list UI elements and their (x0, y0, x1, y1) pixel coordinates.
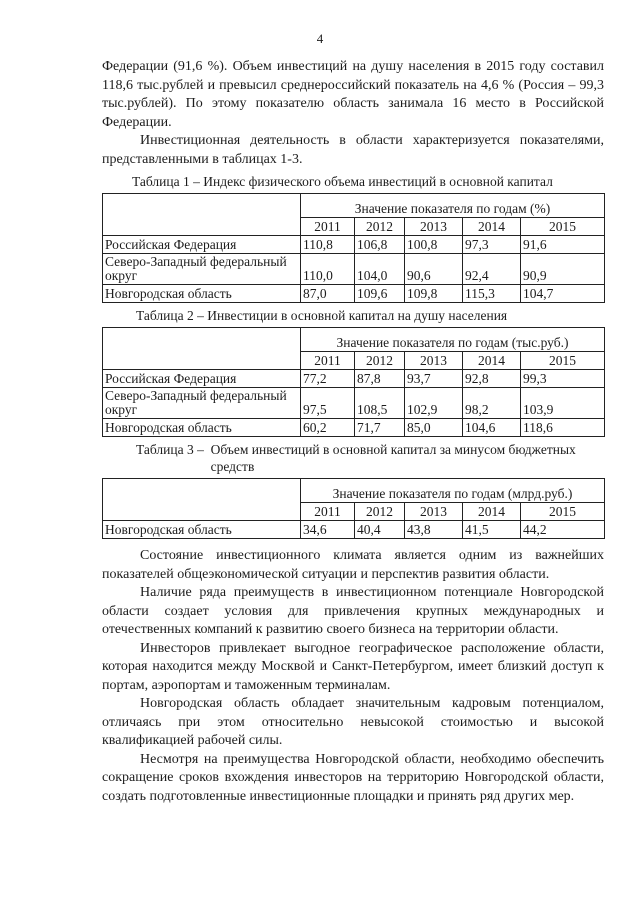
table2-cell: 85,0 (405, 419, 463, 437)
table3-year: 2012 (355, 503, 405, 521)
table3-caption-label: Таблица 3 – (136, 442, 211, 457)
table3-row (103, 521, 605, 539)
table1-header: Значение показателя по годам (%) (301, 194, 605, 218)
table2-cell: 93,7 (405, 370, 463, 388)
table2-cell: 87,8 (355, 370, 405, 388)
table2 (102, 327, 605, 437)
table1-year: 2013 (405, 218, 463, 236)
table2-corner-cell (103, 328, 301, 370)
table1-year: 2012 (355, 218, 405, 236)
table2-cell: 71,7 (355, 419, 405, 437)
table2-year: 2015 (521, 352, 605, 370)
table2-caption: Таблица 2 – Инвестиции в основной капитал на душу населения (136, 308, 508, 323)
table3-caption-text: Объем инвестиций в основной капитал за минусом бюджетных средств (210, 442, 576, 474)
table1 (102, 193, 605, 303)
table1-cell: 110,0 (301, 254, 355, 285)
paragraph-top-1: Федерации (91,6 %). Объем инвестиций на душу населения в 2015 году составил 118,6 тыс.рублей и превысил среднероссийский показатель на 4,6 % (Россия – 99,3 тыс.рублей). По этому показателю область занимала 16 место в Российской Федерации. (102, 59, 604, 130)
table2-row-name: Северо-Западный федеральный округ (103, 388, 301, 419)
table1-cell: 87,0 (301, 285, 355, 303)
table1-cell: 97,3 (463, 236, 521, 254)
table2-cell: 108,5 (355, 388, 405, 419)
table3-year: 2015 (521, 503, 605, 521)
paragraph-bottom-4: Новгородская область обладает значительным кадровым потенциалом, отличаясь при этом относительно невысокой стоимостью и высокой квалификацией рабочей силы. (102, 696, 604, 748)
table3-cell: 40,4 (355, 521, 405, 539)
table1-cell: 106,8 (355, 236, 405, 254)
paragraph-bottom-3: Инвесторов привлекает выгодное географическое расположение области, которая находится между Москвой и Санкт-Петербургом, имеет близкий доступ к портам, аэропортам и таможенным терминалам. (102, 640, 604, 693)
table1-row-name: Северо-Западный федеральный округ (103, 254, 301, 285)
table2-cell: 102,9 (405, 388, 463, 419)
table1-cell: 115,3 (463, 285, 521, 303)
table2-cell: 97,5 (301, 388, 355, 419)
table1-cell: 104,7 (521, 285, 605, 303)
table2-row (103, 388, 605, 419)
table2-year: 2014 (463, 352, 521, 370)
paragraph-top-2: Инвестиционная деятельность в области характеризуется показателями, представленными в таблицах 1-3. (102, 133, 604, 167)
table3-cell: 43,8 (405, 521, 463, 539)
page-number: 4 (316, 31, 324, 46)
table1-row (103, 254, 605, 285)
table2-cell: 60,2 (301, 419, 355, 437)
table1-row-name: Новгородская область (103, 285, 301, 303)
table1-cell: 109,6 (355, 285, 405, 303)
table1-row-name: Российская Федерация (103, 236, 301, 254)
table2-row (103, 419, 605, 437)
table1-cell: 91,6 (521, 236, 605, 254)
table1-cell: 100,8 (405, 236, 463, 254)
table1-cell: 90,6 (405, 254, 463, 285)
paragraph-bottom-5: Несмотря на преимущества Новгородской области, необходимо обеспечить сокращение сроков вхождения инвесторов на территорию Новгородской области, создать подготовленные инвестиционные площадки и принять ряд других мер. (102, 751, 604, 804)
table2-row-name: Новгородская область (103, 419, 301, 437)
table1-year: 2014 (463, 218, 521, 236)
table3-cell: 41,5 (463, 521, 521, 539)
table1-caption: Таблица 1 – Индекс физического объема инвестиций в основной капитал (132, 174, 553, 189)
table2-header: Значение показателя по годам (тыс.руб.) (301, 328, 605, 352)
table1-cell: 110,8 (301, 236, 355, 254)
table2-cell: 98,2 (463, 388, 521, 419)
table2-cell: 99,3 (521, 370, 605, 388)
table2-row-name: Российская Федерация (103, 370, 301, 388)
table2-year: 2011 (301, 352, 355, 370)
table1-year: 2011 (301, 218, 355, 236)
table3-year: 2013 (405, 503, 463, 521)
table3-caption (102, 441, 604, 475)
paragraph-bottom-1: Состояние инвестиционного климата является одним из важнейших показателей общеэкономической ситуации и перспектив развития области. (102, 548, 604, 582)
table1-cell: 104,0 (355, 254, 405, 285)
table1-cell: 92,4 (463, 254, 521, 285)
table3-row-name: Новгородская область (103, 521, 301, 539)
table1-row (103, 285, 605, 303)
table2-year: 2013 (405, 352, 463, 370)
paragraph-bottom-2: Наличие ряда преимуществ в инвестиционном потенциале Новгородской области создает условия для привлечения крупных международных и отечественных компаний к развитию своего бизнеса на территории области. (102, 585, 604, 637)
table2-cell: 103,9 (521, 388, 605, 419)
table2-row (103, 370, 605, 388)
table3-year: 2014 (463, 503, 521, 521)
table3-year: 2011 (301, 503, 355, 521)
table2-cell: 104,6 (463, 419, 521, 437)
table1-year: 2015 (521, 218, 605, 236)
document-body (102, 58, 604, 806)
table1-cell: 90,9 (521, 254, 605, 285)
table3-cell: 34,6 (301, 521, 355, 539)
table1-row (103, 236, 605, 254)
table2-cell: 92,8 (463, 370, 521, 388)
table2-cell: 118,6 (521, 419, 605, 437)
table1-corner-cell (103, 194, 301, 236)
table3 (102, 478, 605, 539)
table2-cell: 77,2 (301, 370, 355, 388)
table3-cell: 44,2 (521, 521, 605, 539)
table3-header: Значение показателя по годам (млрд.руб.) (301, 479, 605, 503)
table1-cell: 109,8 (405, 285, 463, 303)
table3-corner-cell (103, 479, 301, 521)
table2-year: 2012 (355, 352, 405, 370)
